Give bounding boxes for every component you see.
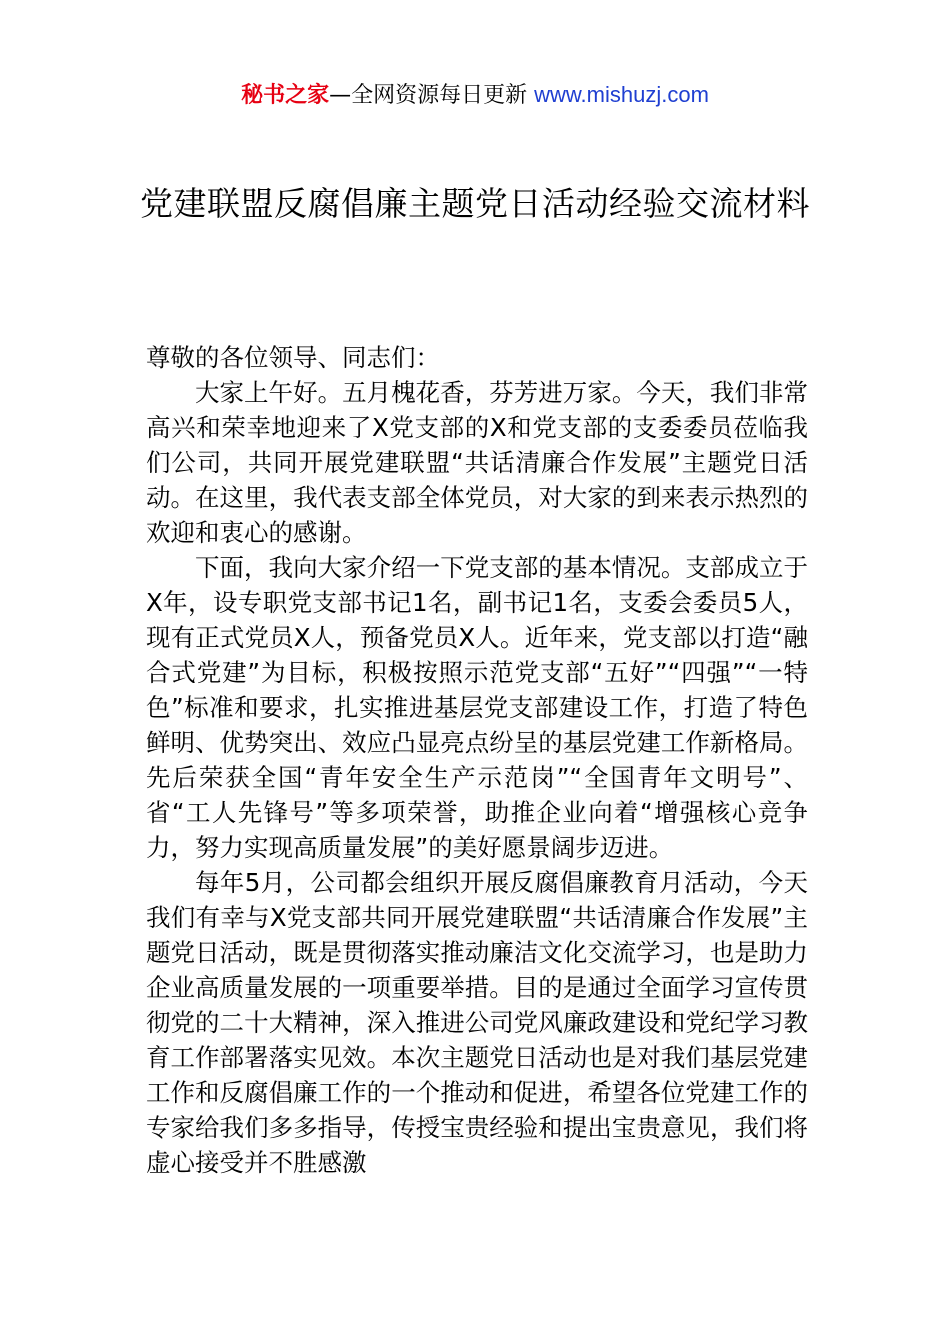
paragraph-3: 每年5月，公司都会组织开展反腐倡廉教育月活动，今天我们有幸与X党支部共同开展党建联盟“共话清廉合作发展”主题党日活动，既是贯彻落实推动廉洁文化交流学习，也是助力企业高质量发展的一项重要举措。目的是通过全面学习宣传贯彻党的二十大精神，深入推进公司党风廉政建设和党纪学习教育工作部署落实见效。本次主题党日活动也是对我们基层党建工作和反腐倡廉工作的一个推动和促进，希望各位党建工作的专家给我们多多指导，传授宝贵经验和提出宝贵意见，我们将虚心接受并不胜感激 [146, 868, 808, 1177]
site-brand: 秘书之家 [241, 83, 330, 108]
document-body [146, 340, 808, 1180]
document-title: 党建联盟反腐倡廉主题党日活动经验交流材料 [140, 184, 810, 223]
site-tagline: —全网资源每日更新 [329, 83, 535, 108]
salutation: 尊敬的各位领导、同志们： [146, 343, 440, 372]
paragraph-2: 下面，我向大家介绍一下党支部的基本情况。支部成立于X年，设专职党支部书记1名，副书记1名，支委会委员5人，现有正式党员X人，预备党员X人。近年来，党支部以打造“融合式党建”为目标，积极按照示范党支部“五好”“四强”“一特色”标准和要求，扎实推进基层党支部建设工作，打造了特色鲜明、优势突出、效应凸显亮点纷呈的基层党建工作新格局。先后荣获全国“青年安全生产示范岗”“全国青年文明号”、省“工人先锋号”等多项荣誉，助推企业向着“增强核心竞争力，努力实现高质量发展”的美好愿景阔步迈进。 [146, 553, 808, 862]
site-header [0, 80, 950, 111]
site-url-link[interactable]: www.mishuzj.com [534, 82, 709, 107]
paragraph-1: 大家上午好。五月槐花香，芬芳进万家。今天，我们非常高兴和荣幸地迎来了X党支部的X和党支部的支委委员莅临我们公司，共同开展党建联盟“共话清廉合作发展”主题党日活动。在这里，我代表支部全体党员，对大家的到来表示热烈的欢迎和衷心的感谢。 [146, 378, 808, 547]
